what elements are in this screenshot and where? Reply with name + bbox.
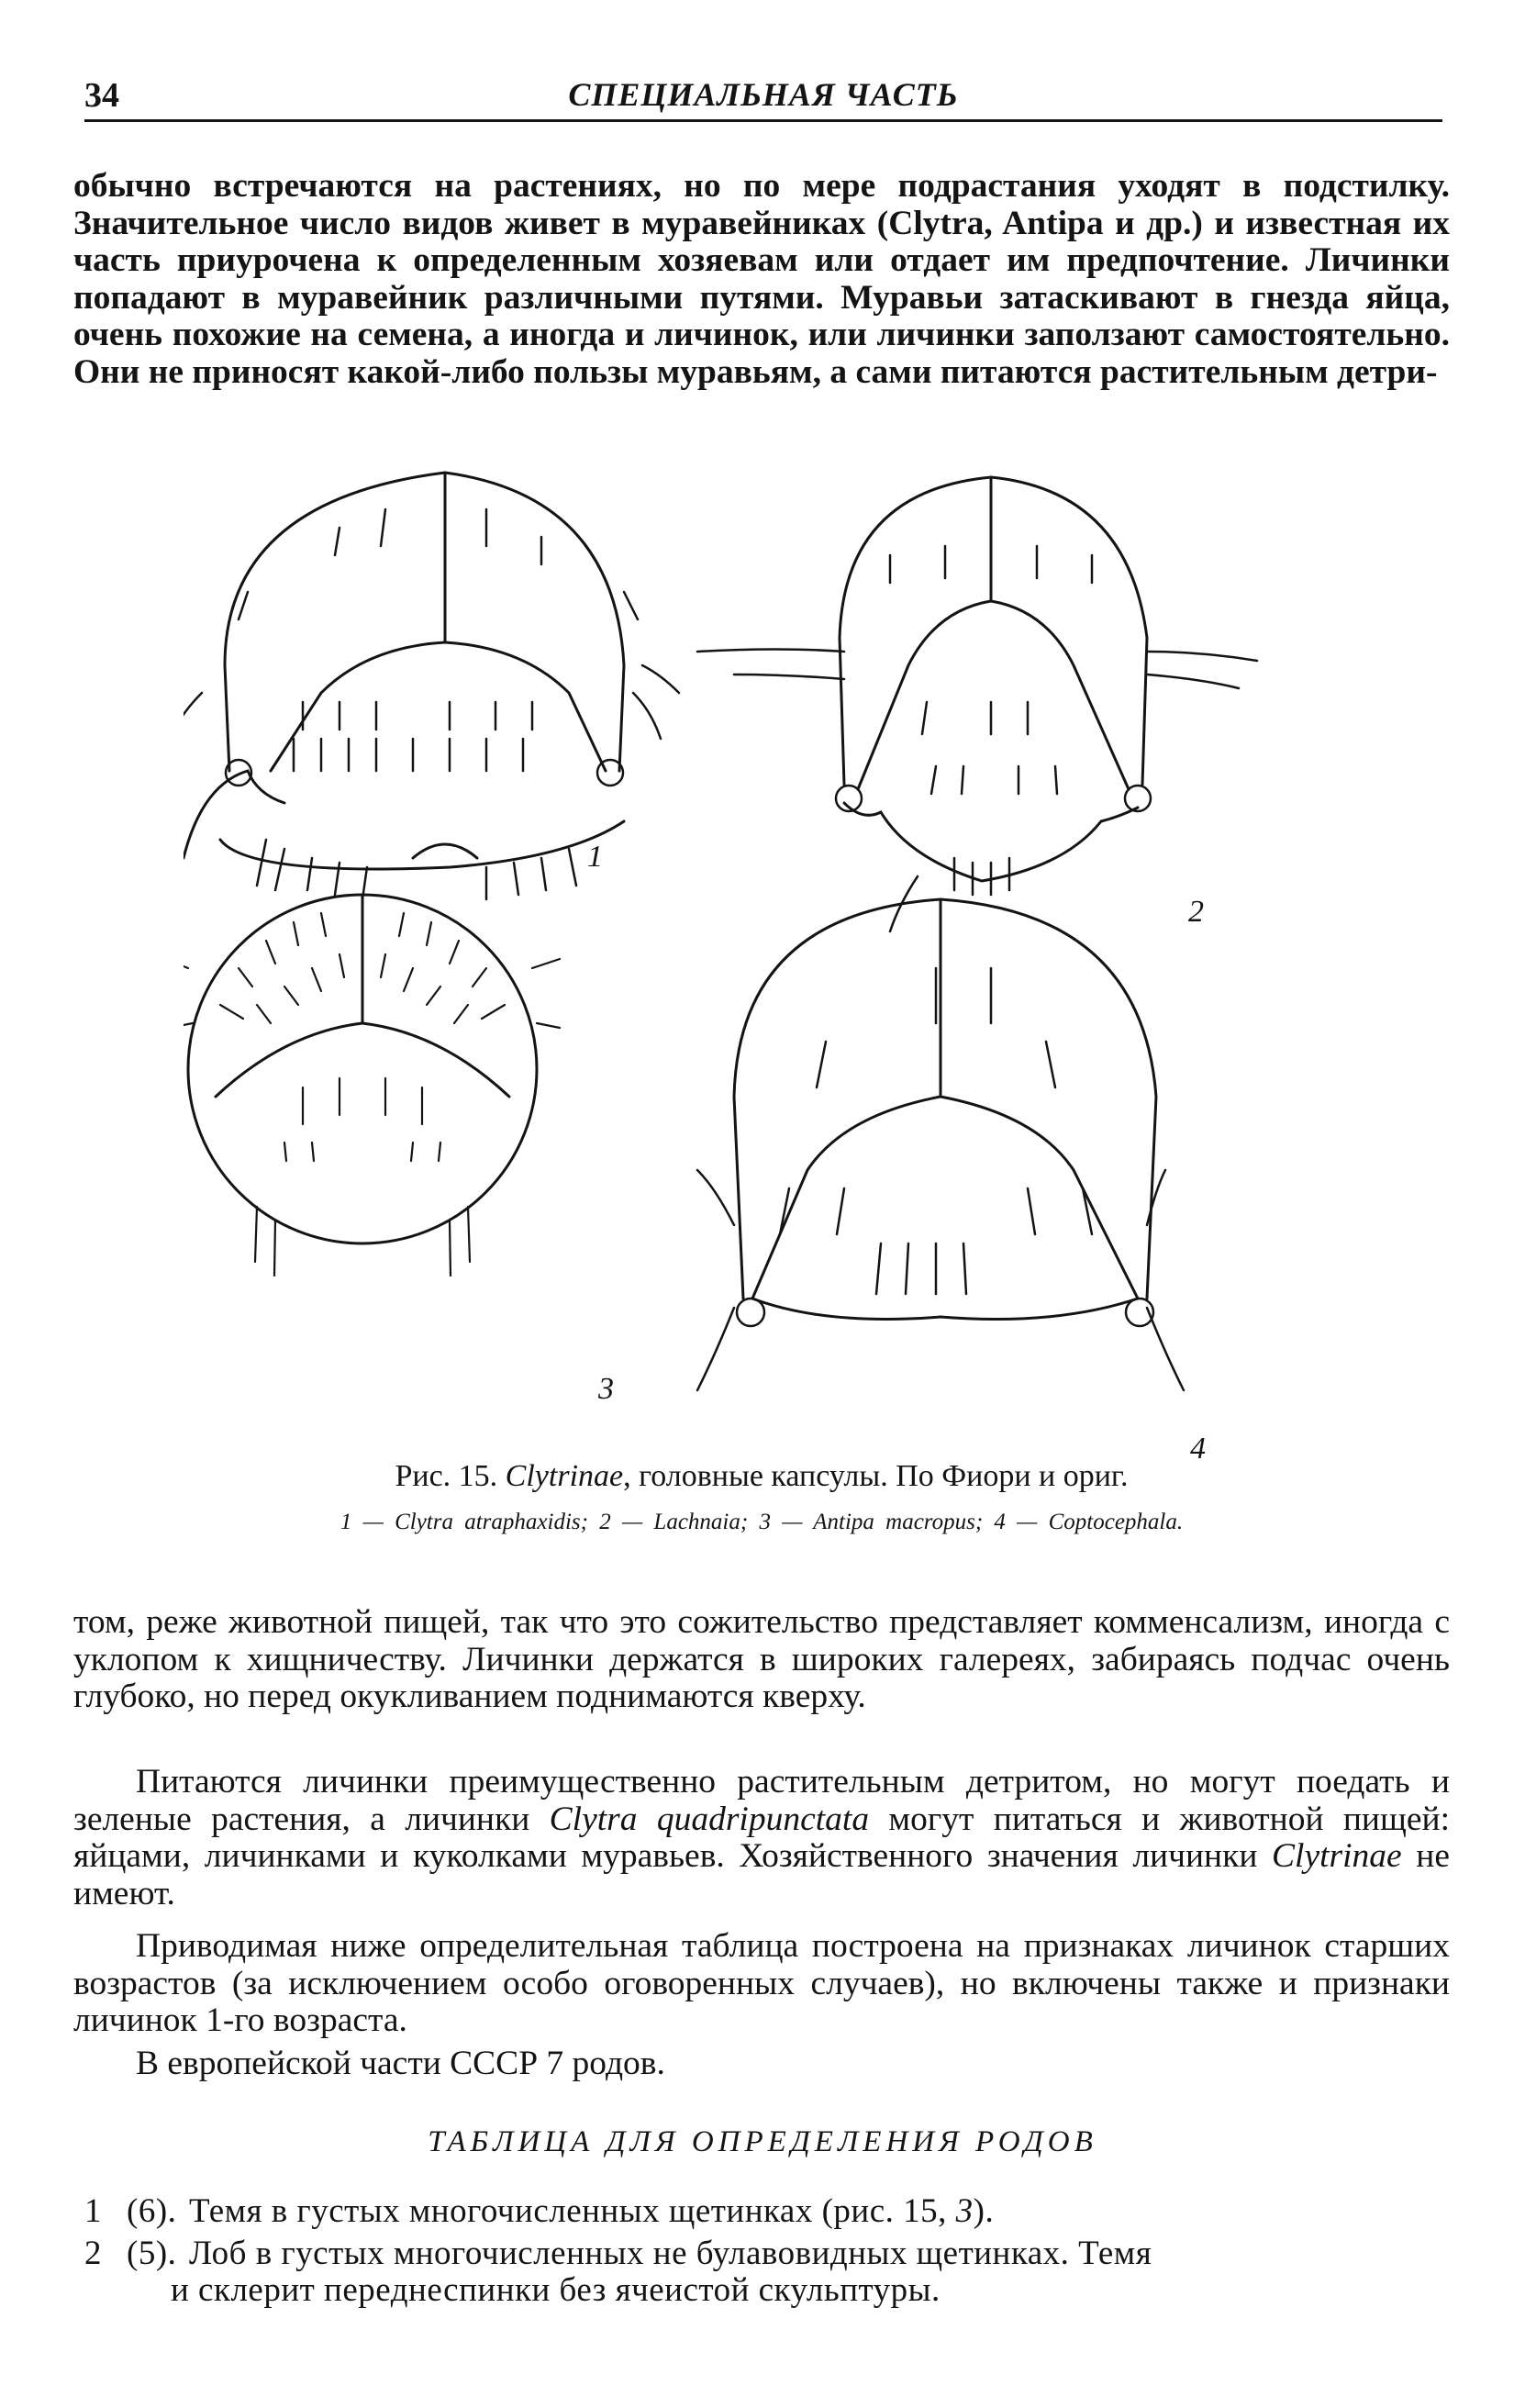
paragraph-1: обычно встречаются на растениях, но по мере подрастания уходят в подстилку. Значительное число видов живет в муравейниках (Clytra, Antipa и др.) и известная их часть приурочена к определенным хозяевам или отдает им предпочтение. Личинки попадают в муравейник различными путями. Муравьи затаскивают в гнезда яйца, очень похожие на семена, а иногда и личинок, или личинки заползают самостоятельно. Они не приносят какой-либо пользы муравьям, а сами питаются растительным детри-: [73, 167, 1450, 391]
caption-rest: , головные капсулы. По Фиори и ориг.: [623, 1459, 1129, 1493]
key-entry-fig-ref: 3: [955, 2192, 974, 2230]
key-entry-text-a: Темя в густых многочисленных щетинках (рис. 15,: [189, 2192, 956, 2230]
head-capsule-2: [697, 477, 1257, 931]
key-entry-2-continuation: и склерит переднеспинки без ячеистой скульптуры.: [171, 2271, 941, 2309]
paragraph-3: [73, 1764, 1450, 1912]
head-capsule-1: [184, 473, 679, 899]
head-capsule-4: [697, 899, 1184, 1390]
key-entry-2: [84, 2235, 1442, 2272]
key-entry-ref: (6).: [127, 2192, 177, 2230]
page-number: 34: [84, 76, 119, 115]
key-entry-ref: (5).: [127, 2235, 177, 2272]
panel-label-1: 1: [587, 840, 603, 874]
caption-prefix: Рис. 15.: [395, 1459, 498, 1493]
figure-drawing: [184, 454, 1413, 1464]
caption-taxon: Clytrinae: [505, 1459, 624, 1493]
paragraph-2: том, реже животной пищей, так что это сожительство представляет комменсализм, иногда с уклопом к хищничеству. Личинки держатся в широких галереях, забираясь подчас очень глубоко, но перед окукливанием поднимаются кверху.: [73, 1603, 1450, 1715]
key-entry-text-b: ).: [973, 2192, 995, 2230]
paragraph-3-part-c: не имеют.: [73, 1837, 1450, 1912]
header-rule: [84, 119, 1442, 122]
running-head: [84, 73, 1442, 119]
head-capsule-3: [184, 895, 560, 1276]
paragraph-5: В европейской части СССР 7 родов.: [136, 2045, 665, 2082]
key-heading: ТАБЛИЦА ДЛЯ ОПРЕДЕЛЕНИЯ РОДОВ: [428, 2125, 1097, 2158]
running-title: СПЕЦИАЛЬНАЯ ЧАСТЬ: [568, 76, 959, 113]
key-entry-number: 1: [84, 2192, 102, 2230]
paragraph-3-part-b: могут питаться и животной пищей: яйцами, личинками и куколками муравьев. Хозяйственного значения личинки: [73, 1800, 1450, 1875]
figure-legend: 1 — Clytra atraphaxidis; 2 — Lachnaia; 3 — Antipa macropus; 4 — Coptocephala.: [340, 1510, 1184, 1534]
figure-15: [184, 454, 1413, 1464]
taxon-clytra-quadripunctata: Clytra quadripunctata: [549, 1800, 870, 1838]
key-entry-number: 2: [84, 2235, 102, 2272]
panel-label-2: 2: [1188, 895, 1204, 929]
key-entry-text: Лоб в густых многочисленных не булавовидных щетинках. Темя: [189, 2235, 1152, 2272]
paragraph-3-part-a: Питаются личинки преимущественно растительным детритом, но могут поедать и зеленые растения, а личинки: [73, 1763, 1450, 1838]
paragraph-4: Приводимая ниже определительная таблица построена на признаках личинок старших возрастов (за исключением особо оговоренных случаев), но включены также и признаки личинок 1-го возраста.: [73, 1927, 1450, 2039]
taxon-clytrinae: Clytrinae: [1272, 1837, 1402, 1875]
panel-label-3: 3: [598, 1372, 614, 1406]
key-entry-1: [84, 2193, 1442, 2230]
figure-caption: [92, 1459, 1431, 1494]
panel-label-4: 4: [1190, 1432, 1206, 1466]
